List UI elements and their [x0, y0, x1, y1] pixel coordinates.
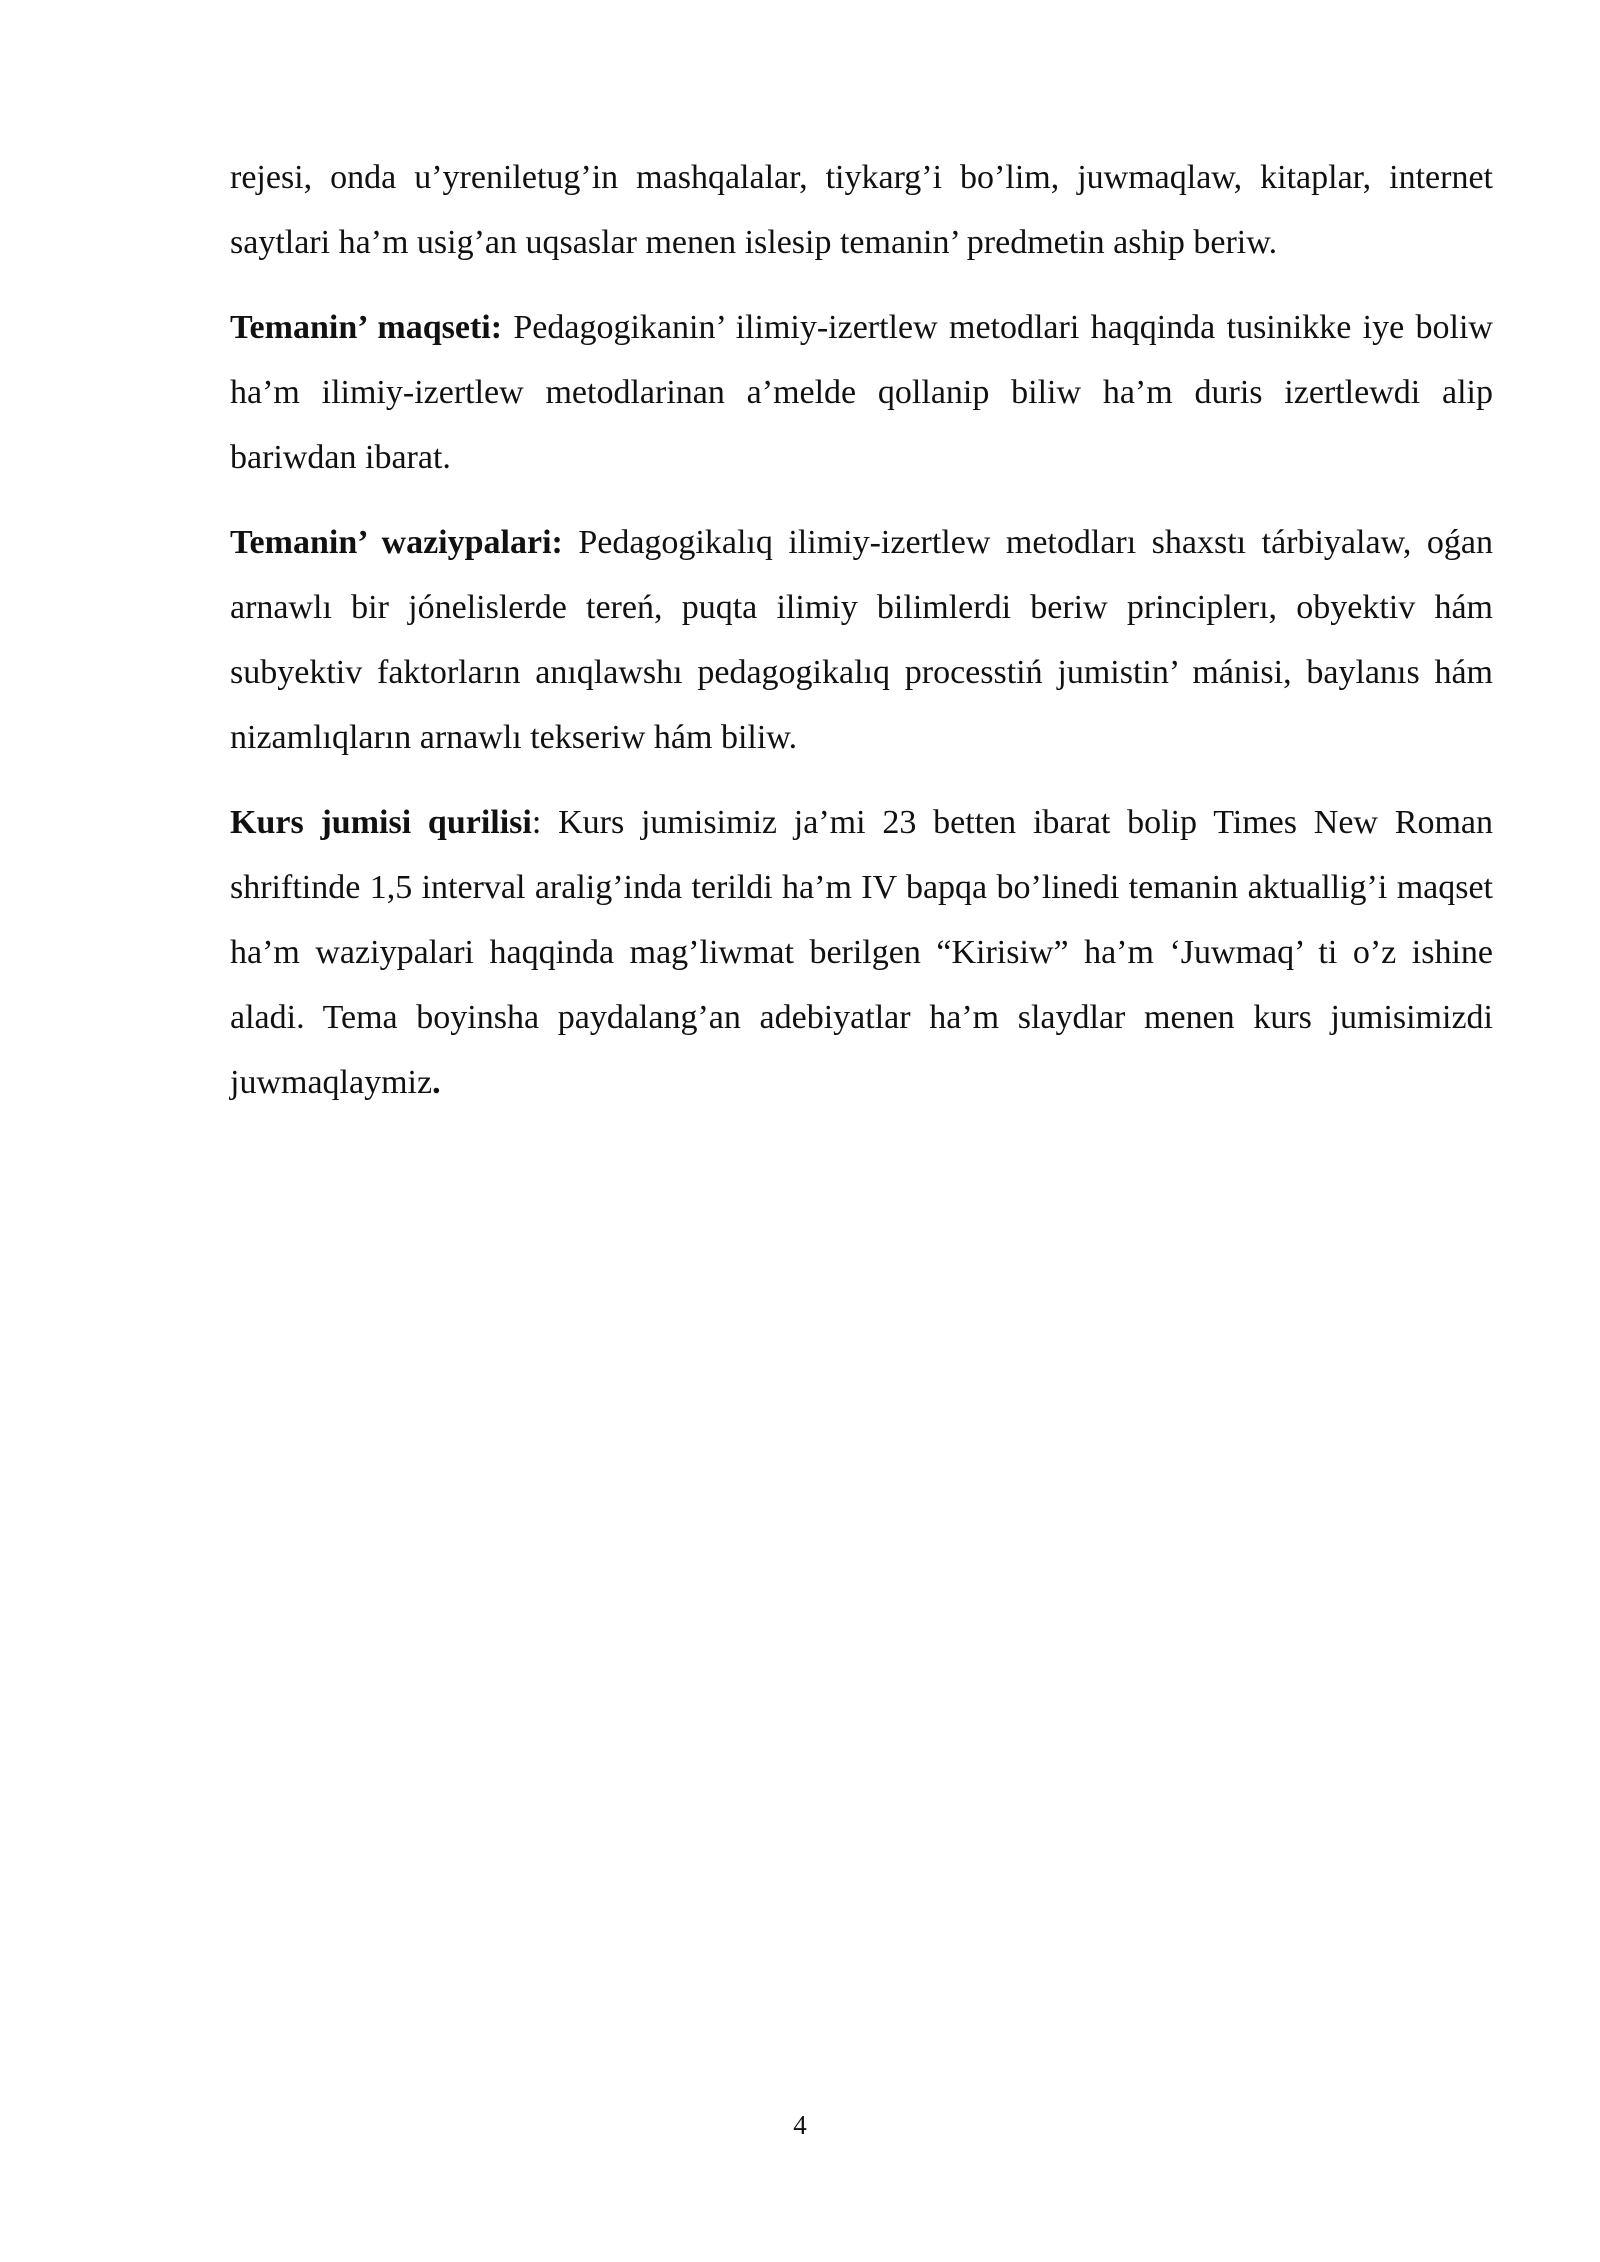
paragraph-lead: Kurs jumisi qurilisi — [230, 804, 532, 841]
paragraph-topic-goal — [230, 295, 1493, 490]
paragraph-text: Pedagogikanin’ ilimiy-izertlew metodlari haqqinda tusinikke iye boliw ha’m ilimiy-izertlew metodlarinan a’melde qollanip biliw ha’m duris izertlewdi alip bariwdan ibarat. — [230, 309, 1493, 476]
paragraph-lead: Temanin’ maqseti: — [230, 309, 503, 346]
paragraph-text: rejesi, onda u’yreniletug’in mashqalalar, tiykarg’i bo’lim, juwmaqlaw, kitaplar, internet saytlari ha’m usig’an uqsaslar menen islesip temanin’ predmetin aship beriw. — [230, 159, 1493, 261]
paragraph-coursework-structure — [230, 790, 1493, 1115]
paragraph-text: : Kurs jumisimiz ja’mi 23 betten ibarat bolip Times New Roman shriftinde 1,5 interval aralig’inda terildi ha’m IV bapqa bo’linedi temanin aktuallig’i maqset ha’m waziypalari haqqinda mag’liwmat berilgen “Kirisiw” ha’m ‘Juwmaq’ ti o’z ishine aladi. Tema boyinsha paydalang’an adebiyatlar ha’m slaydlar menen kurs jumisimizdi juwmaqlaymiz — [230, 804, 1493, 1101]
page-body — [230, 145, 1493, 1135]
paragraph-lead: Temanin’ waziypalari: — [230, 524, 563, 561]
paragraph-text: Pedagogikalıq ilimiy-izertlew metodları shaxstı tárbiyalaw, oǵan arnawlı bir jónelislerde tereń, puqta ilimiy bilimlerdi beriw principlerı, obyektiv hám subyektiv faktorların anıqlawshı pedagogikalıq processtiń jumistin’ mánisi, baylanıs hám nizamlıqların arnawlı tekseriw hám biliw. — [230, 524, 1493, 756]
paragraph-intro-continuation — [230, 145, 1493, 275]
paragraph-topic-tasks — [230, 510, 1493, 770]
page-number: 4 — [793, 2110, 807, 2140]
paragraph-tail: . — [432, 1064, 441, 1101]
